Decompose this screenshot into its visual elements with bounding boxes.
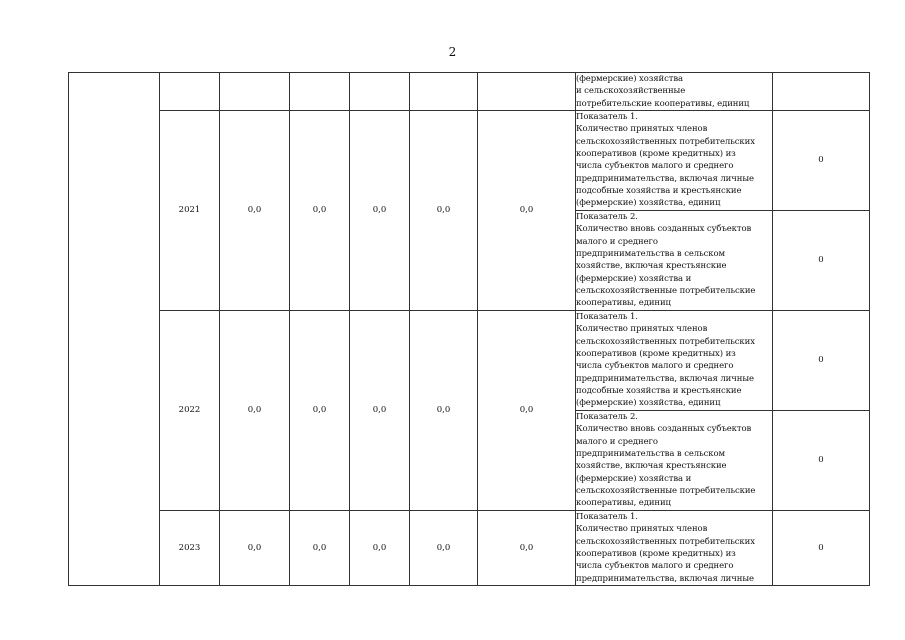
page-number: 2: [448, 45, 457, 59]
value-cell: 0,0: [410, 511, 478, 586]
value-cell: 0,0: [478, 311, 576, 511]
year-cell-empty: [160, 73, 220, 111]
table-row-continuation: [69, 73, 870, 111]
indicator-description: (фермерские) хозяйства и сельскохозяйственные потребительские кооперативы, единиц: [576, 73, 773, 111]
value-cell: 0,0: [220, 311, 290, 511]
value-cell: 0,0: [478, 111, 576, 311]
year-cell: 2022: [160, 311, 220, 511]
value-cell: 0,0: [410, 311, 478, 511]
value-cell: 0,0: [478, 511, 576, 586]
program-financing-table: [68, 72, 870, 586]
indicator-value: 0: [773, 211, 870, 311]
indicator-value: 0: [773, 111, 870, 211]
value-cell: 0,0: [350, 511, 410, 586]
value-cell: 0,0: [290, 311, 350, 511]
indicator-description: Показатель 1. Количество принятых членов сельскохозяйственных потребительских кооперативов (кроме кредитных) из числа субъектов малого и среднего предпринимательства, включая личные подсобные хозяйства и крестьянские (фермерские) хозяйства, единиц: [576, 311, 773, 411]
value-cell-empty: [220, 73, 290, 111]
value-cell: 0,0: [290, 511, 350, 586]
value-cell: 0,0: [410, 111, 478, 311]
year-cell: 2023: [160, 511, 220, 586]
table-row-2022-indicator-1: [69, 311, 870, 411]
table-row-2023-indicator-1: [69, 511, 870, 586]
value-cell-empty: [290, 73, 350, 111]
value-cell: 0,0: [220, 111, 290, 311]
value-cell: 0,0: [350, 111, 410, 311]
indicator-value: 0: [773, 311, 870, 411]
merged-program-cell: [69, 73, 160, 586]
year-cell: 2021: [160, 111, 220, 311]
indicator-value: 0: [773, 411, 870, 511]
indicator-description: Показатель 2. Количество вновь созданных субъектов малого и среднего предпринимательства в сельском хозяйстве, включая крестьянские (фермерские) хозяйства и сельскохозяйственные потребительские кооперативы, единиц: [576, 211, 773, 311]
indicator-value: 0: [773, 511, 870, 586]
value-cell-empty: [410, 73, 478, 111]
value-cell: 0,0: [350, 311, 410, 511]
value-cell: 0,0: [220, 511, 290, 586]
indicator-description: Показатель 2. Количество вновь созданных субъектов малого и среднего предпринимательства в сельском хозяйстве, включая крестьянские (фермерские) хозяйства и сельскохозяйственные потребительские кооперативы, единиц: [576, 411, 773, 511]
value-cell: 0,0: [290, 111, 350, 311]
indicator-description: Показатель 1. Количество принятых членов сельскохозяйственных потребительских кооперативов (кроме кредитных) из числа субъектов малого и среднего предпринимательства, включая личные подсобные хозяйства и крестьянские (фермерские) хозяйства, единиц: [576, 111, 773, 211]
value-cell-empty: [350, 73, 410, 111]
indicator-value: [773, 73, 870, 111]
table-row-2021-indicator-1: [69, 111, 870, 211]
indicator-description: Показатель 1. Количество принятых членов сельскохозяйственных потребительских кооперативов (кроме кредитных) из числа субъектов малого и среднего предпринимательства, включая личные: [576, 511, 773, 586]
value-cell-empty: [478, 73, 576, 111]
